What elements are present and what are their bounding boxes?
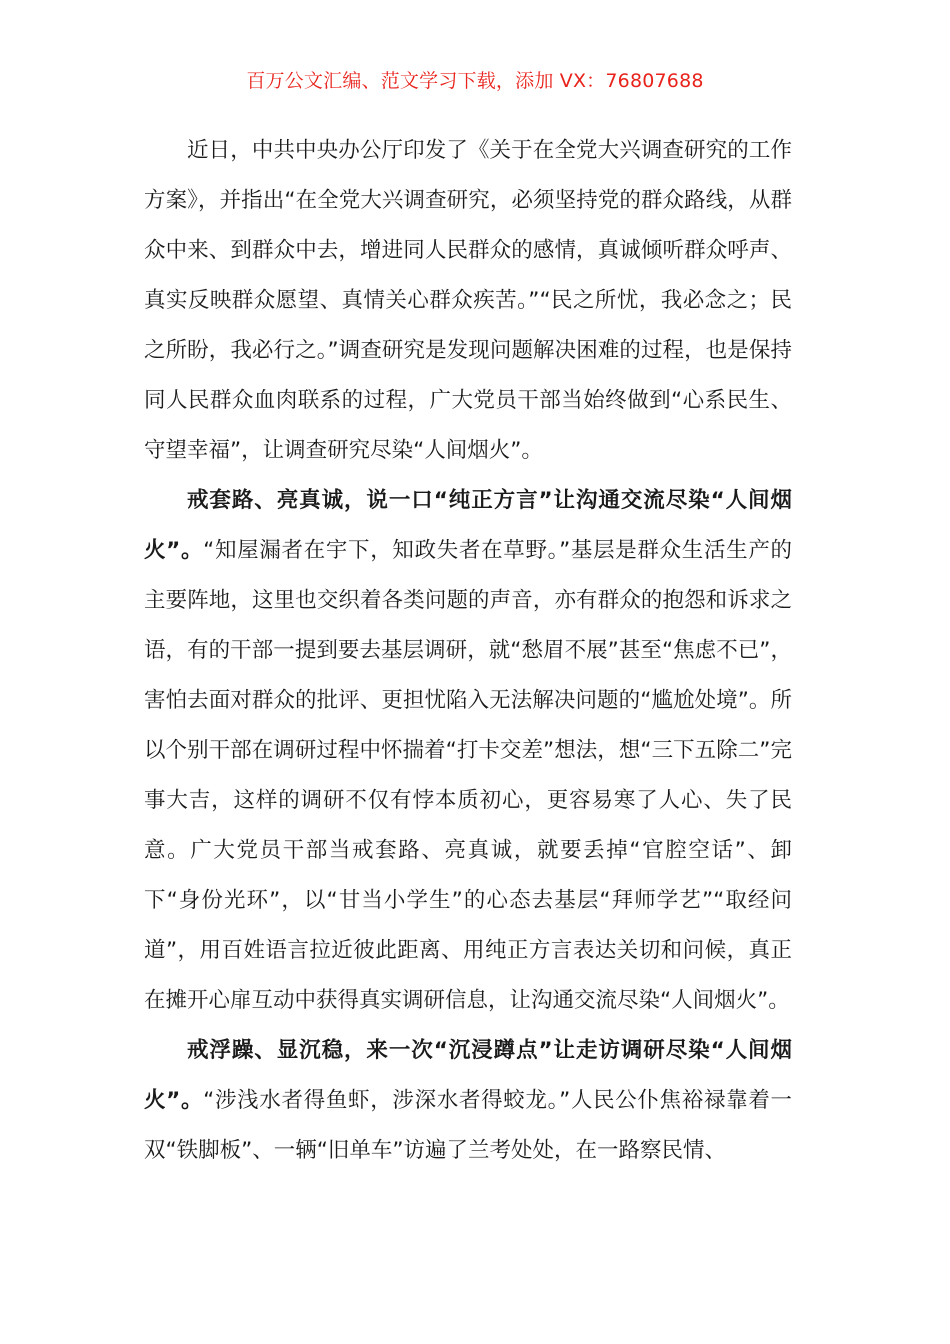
paragraph-intro xyxy=(144,126,792,476)
promo-header: 百万公文汇编、范文学习下载，添加 VX：76807688 xyxy=(246,70,704,92)
article-body xyxy=(144,126,792,1176)
paragraph-visits-heading: 戒浮躁、显沉稳，来一次“沉浸蹲点”让走访调研尽染“人间烟火”。 xyxy=(144,1038,792,1113)
paragraph-intro-text: 近日，中共中央办公厅印发了《关于在全党大兴调查研究的工作方案》，并指出“在全党大兴调查研究，必须坚持党的群众路线，从群众中来、到群众中去，增进同人民群众的感情，真诚倾听群众呼声、真实反映群众愿望、真情关心群众疾苦。”“民之所忧，我必念之；民之所盼，我必行之。”调查研究是发现问题解决困难的过程，也是保持同人民群众血肉联系的过程，广大党员干部当始终做到“心系民生、守望幸福”，让调查研究尽染“人间烟火”。 xyxy=(144,138,792,463)
paragraph-communication-heading: 戒套路、亮真诚，说一口“纯正方言”让沟通交流尽染“人间烟火”。 xyxy=(144,488,792,563)
paragraph-communication xyxy=(144,476,792,1026)
paragraph-visits-text: “涉浅水者得鱼虾，涉深水者得蛟龙。”人民公仆焦裕禄靠着一双“铁脚板”、一辆“旧单车”访遍了兰考处处，在一路察民情、 xyxy=(144,1088,792,1163)
paragraph-visits xyxy=(144,1026,792,1176)
paragraph-communication-text: “知屋漏者在宇下，知政失者在草野。”基层是群众生活生产的主要阵地，这里也交织着各类问题的声音，亦有群众的抱怨和诉求之语，有的干部一提到要去基层调研，就“愁眉不展”甚至“焦虑不已”，害怕去面对群众的批评、更担忧陷入无法解决问题的“尴尬处境”。所以个别干部在调研过程中怀揣着“打卡交差”想法，想“三下五除二”完事大吉，这样的调研不仅有悖本质初心，更容易寒了人心、失了民意。广大党员干部当戒套路、亮真诚，就要丢掉“官腔空话”、卸下“身份光环”，以“甘当小学生”的心态去基层“拜师学艺”“取经问道”，用百姓语言拉近彼此距离、用纯正方言表达关切和问候，真正在摊开心扉互动中获得真实调研信息，让沟通交流尽染“人间烟火”。 xyxy=(144,538,792,1013)
